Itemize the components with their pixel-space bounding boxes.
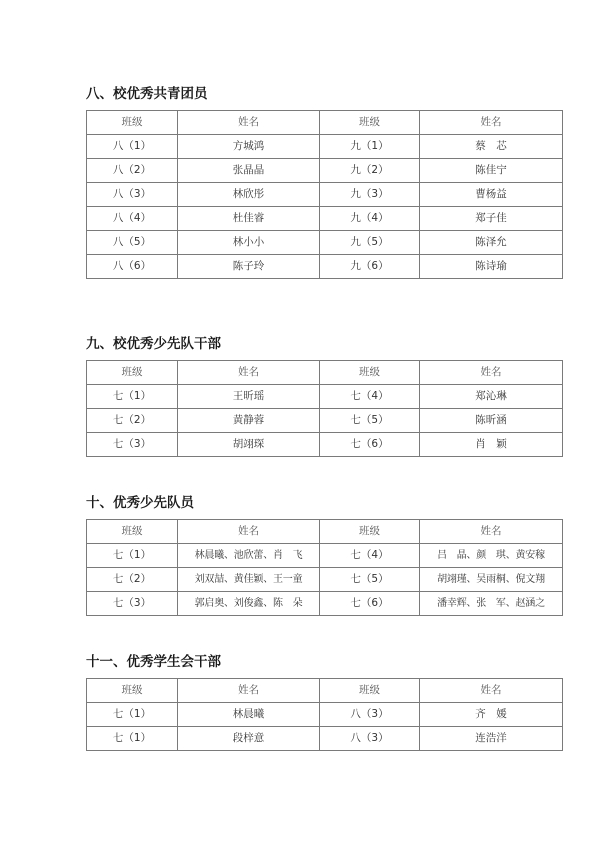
column-header-name: 姓名 <box>178 520 320 544</box>
name-cell: 林晨曦 <box>178 703 320 727</box>
name-cell: 陈佳宁 <box>420 159 563 183</box>
table-row <box>87 409 563 433</box>
name-cell: 肖 颖 <box>420 433 563 457</box>
name-cell: 杜佳睿 <box>178 207 320 231</box>
name-cell: 郭启奥、刘俊鑫、陈 朵 <box>178 592 320 616</box>
name-cell: 王昕瑶 <box>178 385 320 409</box>
name-cell: 林晨曦、池欣蕾、肖 飞 <box>178 544 320 568</box>
class-cell: 七（6） <box>320 592 420 616</box>
table-row <box>87 385 563 409</box>
name-cell: 陈昕涵 <box>420 409 563 433</box>
name-cell: 胡翊琛 <box>178 433 320 457</box>
section-young-pioneer-members <box>86 493 562 609</box>
column-header-name: 姓名 <box>420 361 563 385</box>
roster-table <box>86 519 563 616</box>
column-header-name: 姓名 <box>420 111 563 135</box>
class-cell: 九（2） <box>320 159 420 183</box>
column-header-class: 班级 <box>87 361 178 385</box>
name-cell: 郑子佳 <box>420 207 563 231</box>
section-title: 十、优秀少先队员 <box>86 495 194 511</box>
section-title: 九、校优秀少先队干部 <box>86 336 221 352</box>
name-cell: 陈诗瑜 <box>420 255 563 279</box>
class-cell: 七（1） <box>87 385 178 409</box>
section-title: 十一、优秀学生会干部 <box>86 654 221 670</box>
column-header-name: 姓名 <box>178 111 320 135</box>
table-row <box>87 207 563 231</box>
name-cell: 蔡 芯 <box>420 135 563 159</box>
section-student-union-cadres <box>86 652 562 744</box>
class-cell: 八（3） <box>320 703 420 727</box>
column-header-class: 班级 <box>87 520 178 544</box>
section-young-pioneer-cadres <box>86 334 562 450</box>
class-cell: 七（1） <box>87 544 178 568</box>
column-header-name: 姓名 <box>178 361 320 385</box>
roster-table <box>86 110 563 279</box>
section-outstanding-league-members <box>86 84 562 272</box>
name-cell: 潘幸辉、张 军、赵涵之 <box>420 592 563 616</box>
table-row <box>87 727 563 751</box>
table-row <box>87 231 563 255</box>
class-cell: 九（4） <box>320 207 420 231</box>
roster-table <box>86 360 563 457</box>
table-row <box>87 159 563 183</box>
class-cell: 九（5） <box>320 231 420 255</box>
class-cell: 七（2） <box>87 568 178 592</box>
name-cell: 方城鸿 <box>178 135 320 159</box>
class-cell: 八（3） <box>320 727 420 751</box>
table-header-row <box>87 520 563 544</box>
class-cell: 七（4） <box>320 544 420 568</box>
table-row <box>87 183 563 207</box>
table-row <box>87 703 563 727</box>
column-header-class: 班级 <box>320 361 420 385</box>
column-header-class: 班级 <box>87 679 178 703</box>
class-cell: 九（3） <box>320 183 420 207</box>
name-cell: 曹杨益 <box>420 183 563 207</box>
name-cell: 黄静蓉 <box>178 409 320 433</box>
class-cell: 七（3） <box>87 592 178 616</box>
name-cell: 段梓意 <box>178 727 320 751</box>
class-cell: 八（6） <box>87 255 178 279</box>
class-cell: 八（4） <box>87 207 178 231</box>
class-cell: 七（3） <box>87 433 178 457</box>
column-header-class: 班级 <box>320 520 420 544</box>
name-cell: 林小小 <box>178 231 320 255</box>
table-header-row <box>87 679 563 703</box>
class-cell: 九（6） <box>320 255 420 279</box>
table-row <box>87 592 563 616</box>
name-cell: 陈泽允 <box>420 231 563 255</box>
column-header-name: 姓名 <box>420 520 563 544</box>
class-cell: 七（5） <box>320 409 420 433</box>
class-cell: 八（5） <box>87 231 178 255</box>
table-row <box>87 544 563 568</box>
class-cell: 八（3） <box>87 183 178 207</box>
column-header-class: 班级 <box>87 111 178 135</box>
class-cell: 七（2） <box>87 409 178 433</box>
column-header-name: 姓名 <box>178 679 320 703</box>
name-cell: 吕 晶、颜 琪、黄安稼 <box>420 544 563 568</box>
column-header-class: 班级 <box>320 679 420 703</box>
name-cell: 连浩洋 <box>420 727 563 751</box>
class-cell: 八（1） <box>87 135 178 159</box>
name-cell: 齐 媛 <box>420 703 563 727</box>
class-cell: 七（5） <box>320 568 420 592</box>
column-header-name: 姓名 <box>420 679 563 703</box>
name-cell: 林欣彤 <box>178 183 320 207</box>
table-row <box>87 255 563 279</box>
class-cell: 八（2） <box>87 159 178 183</box>
class-cell: 七（6） <box>320 433 420 457</box>
column-header-class: 班级 <box>320 111 420 135</box>
name-cell: 刘双喆、黄佳颖、王一童 <box>178 568 320 592</box>
name-cell: 胡翊瑾、吴雨桐、倪文翔 <box>420 568 563 592</box>
table-header-row <box>87 111 563 135</box>
class-cell: 九（1） <box>320 135 420 159</box>
table-row <box>87 135 563 159</box>
roster-table <box>86 678 563 751</box>
class-cell: 七（1） <box>87 727 178 751</box>
name-cell: 郑沁琳 <box>420 385 563 409</box>
class-cell: 七（1） <box>87 703 178 727</box>
table-header-row <box>87 361 563 385</box>
table-row <box>87 568 563 592</box>
name-cell: 张晶晶 <box>178 159 320 183</box>
class-cell: 七（4） <box>320 385 420 409</box>
table-row <box>87 433 563 457</box>
name-cell: 陈子玲 <box>178 255 320 279</box>
section-title: 八、校优秀共青团员 <box>86 86 208 102</box>
